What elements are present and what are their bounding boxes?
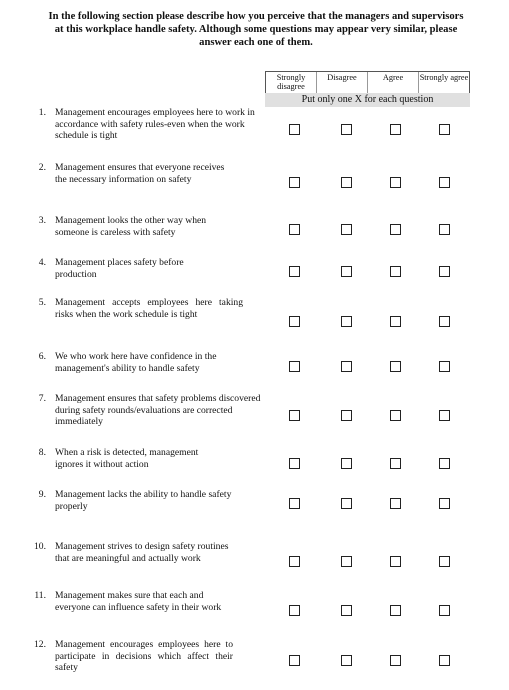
q7-strongly-disagree-checkbox[interactable] bbox=[289, 410, 300, 421]
q5-strongly-disagree-checkbox[interactable] bbox=[289, 316, 300, 327]
q4-strongly-agree-checkbox[interactable] bbox=[439, 266, 450, 277]
question-number: 10. bbox=[34, 541, 46, 552]
q3-strongly-disagree-checkbox[interactable] bbox=[289, 224, 300, 235]
question-text: Management encourages employees here to work in accordance with safety rules-even when the work schedule is tight bbox=[55, 107, 255, 141]
question-text: Management looks the other way when someone is careless with safety bbox=[55, 215, 207, 238]
question-number: 3. bbox=[38, 215, 46, 226]
question-text: When a risk is detected, management ignores it without action bbox=[55, 447, 199, 470]
q3-strongly-agree-checkbox[interactable] bbox=[439, 224, 450, 235]
q3-agree-checkbox[interactable] bbox=[390, 224, 401, 235]
q4-agree-checkbox[interactable] bbox=[390, 266, 401, 277]
q6-agree-checkbox[interactable] bbox=[390, 361, 401, 372]
q11-disagree-checkbox[interactable] bbox=[341, 605, 352, 616]
question-text: Management lacks the ability to handle safety properly bbox=[55, 489, 232, 512]
q9-strongly-agree-checkbox[interactable] bbox=[439, 498, 450, 509]
q12-agree-checkbox[interactable] bbox=[390, 655, 401, 666]
q10-agree-checkbox[interactable] bbox=[390, 556, 401, 567]
q7-disagree-checkbox[interactable] bbox=[341, 410, 352, 421]
column-strongly-disagree: Strongly disagree bbox=[276, 73, 306, 91]
column-headers bbox=[265, 71, 470, 94]
question-text: Management encourages employees here to participate in decisions which affect their safety bbox=[55, 639, 233, 673]
q11-strongly-agree-checkbox[interactable] bbox=[439, 605, 450, 616]
column-strongly-agree: Strongly agree bbox=[418, 72, 469, 93]
question-text: Management places safety before production bbox=[55, 257, 184, 280]
q6-strongly-disagree-checkbox[interactable] bbox=[289, 361, 300, 372]
q1-strongly-agree-checkbox[interactable] bbox=[439, 124, 450, 135]
q4-strongly-disagree-checkbox[interactable] bbox=[289, 266, 300, 277]
question-number: 9. bbox=[38, 489, 46, 500]
question-number: 4. bbox=[38, 257, 46, 268]
q10-strongly-disagree-checkbox[interactable] bbox=[289, 556, 300, 567]
question-text: Management strives to design safety routines that are meaningful and actually work bbox=[55, 541, 229, 564]
q1-disagree-checkbox[interactable] bbox=[341, 124, 352, 135]
question-text: Management accepts employees here taking risks when the work schedule is tight bbox=[55, 297, 243, 320]
question-text: Management makes sure that each and everyone can influence safety in their work bbox=[55, 590, 222, 613]
q5-agree-checkbox[interactable] bbox=[390, 316, 401, 327]
question-number: 1. bbox=[38, 107, 46, 118]
question-number: 2. bbox=[38, 162, 46, 173]
q2-strongly-agree-checkbox[interactable] bbox=[439, 177, 450, 188]
q2-agree-checkbox[interactable] bbox=[390, 177, 401, 188]
q3-disagree-checkbox[interactable] bbox=[341, 224, 352, 235]
response-header bbox=[265, 71, 470, 108]
question-number: 11. bbox=[34, 590, 46, 601]
q4-disagree-checkbox[interactable] bbox=[341, 266, 352, 277]
q12-disagree-checkbox[interactable] bbox=[341, 655, 352, 666]
q9-strongly-disagree-checkbox[interactable] bbox=[289, 498, 300, 509]
q8-strongly-agree-checkbox[interactable] bbox=[439, 458, 450, 469]
q10-disagree-checkbox[interactable] bbox=[341, 556, 352, 567]
q8-agree-checkbox[interactable] bbox=[390, 458, 401, 469]
q12-strongly-disagree-checkbox[interactable] bbox=[289, 655, 300, 666]
q5-disagree-checkbox[interactable] bbox=[341, 316, 352, 327]
q12-strongly-agree-checkbox[interactable] bbox=[439, 655, 450, 666]
q2-strongly-disagree-checkbox[interactable] bbox=[289, 177, 300, 188]
q8-disagree-checkbox[interactable] bbox=[341, 458, 352, 469]
q7-strongly-agree-checkbox[interactable] bbox=[439, 410, 450, 421]
q6-strongly-agree-checkbox[interactable] bbox=[439, 361, 450, 372]
q9-agree-checkbox[interactable] bbox=[390, 498, 401, 509]
q2-disagree-checkbox[interactable] bbox=[341, 177, 352, 188]
question-text: Management ensures that everyone receives the necessary information on safety bbox=[55, 162, 225, 185]
q1-strongly-disagree-checkbox[interactable] bbox=[289, 124, 300, 135]
question-number: 8. bbox=[38, 447, 46, 458]
q6-disagree-checkbox[interactable] bbox=[341, 361, 352, 372]
q1-agree-checkbox[interactable] bbox=[390, 124, 401, 135]
question-number: 5. bbox=[38, 297, 46, 308]
instruction-bar: Put only one X for each question bbox=[265, 93, 470, 107]
q5-strongly-agree-checkbox[interactable] bbox=[439, 316, 450, 327]
question-number: 6. bbox=[38, 351, 46, 362]
question-text: Management ensures that safety problems discovered during safety rounds/evaluations are corrected immediately bbox=[55, 393, 261, 427]
q10-strongly-agree-checkbox[interactable] bbox=[439, 556, 450, 567]
q9-disagree-checkbox[interactable] bbox=[341, 498, 352, 509]
q7-agree-checkbox[interactable] bbox=[390, 410, 401, 421]
question-number: 12. bbox=[34, 639, 46, 650]
column-agree: Agree bbox=[367, 72, 418, 93]
q11-strongly-disagree-checkbox[interactable] bbox=[289, 605, 300, 616]
question-number: 7. bbox=[38, 393, 46, 404]
question-text: We who work here have confidence in the management's ability to handle safety bbox=[55, 351, 217, 374]
q11-agree-checkbox[interactable] bbox=[390, 605, 401, 616]
q8-strongly-disagree-checkbox[interactable] bbox=[289, 458, 300, 469]
section-intro: In the following section please describe how you perceive that the managers and supervisors at this workplace handle safety. Although some questions may appear very similar, please answer each one of them. bbox=[48, 11, 464, 48]
column-disagree: Disagree bbox=[316, 72, 367, 93]
